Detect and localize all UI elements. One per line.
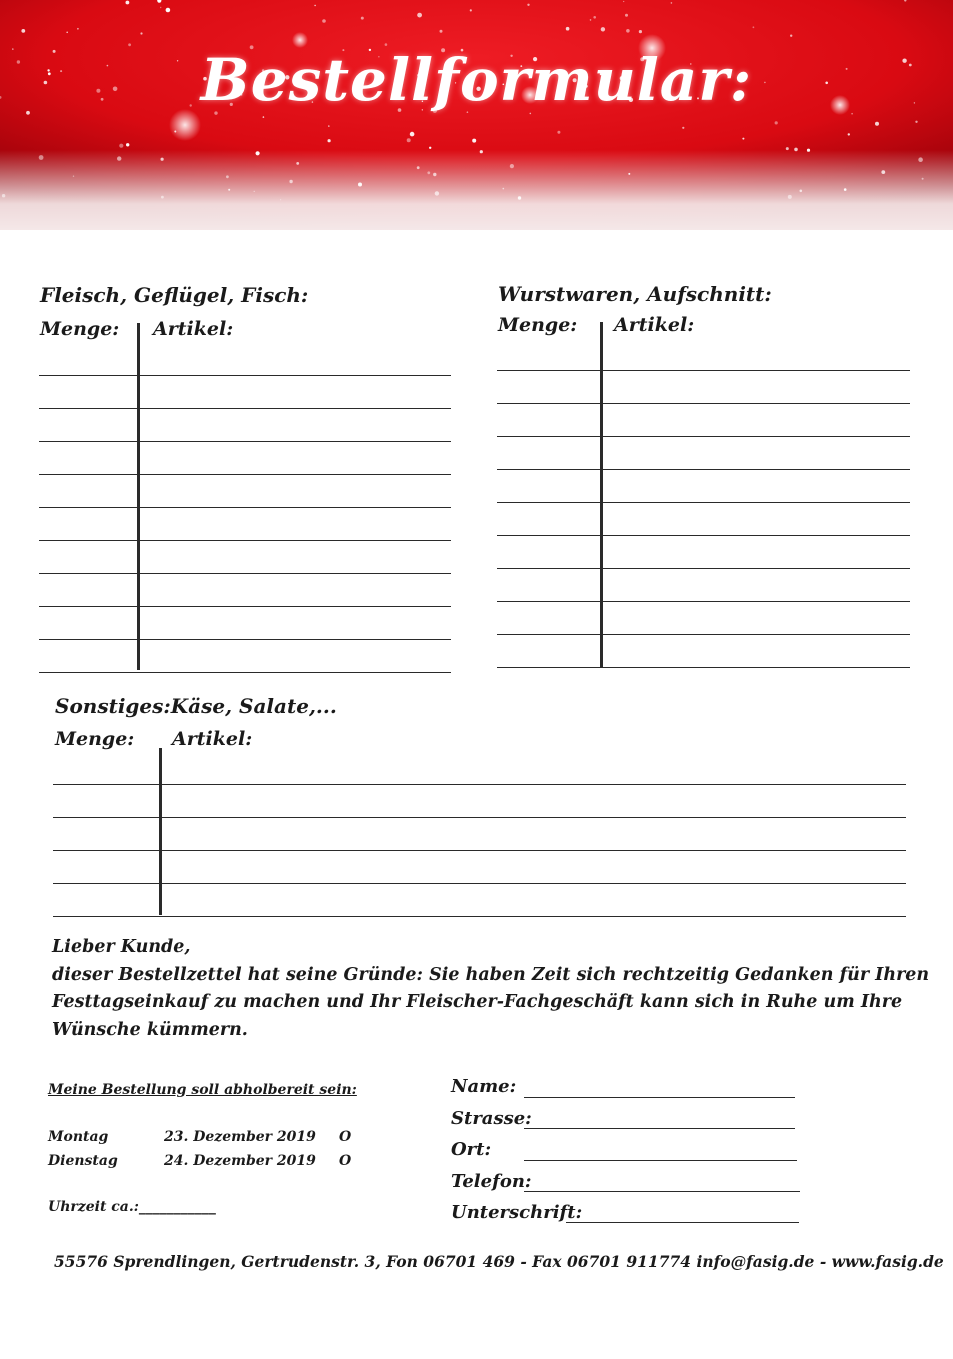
column-divider: [137, 323, 140, 670]
footer-email[interactable]: info@fasig.de: [696, 1252, 815, 1271]
column-divider: [159, 748, 162, 915]
order-line[interactable]: [39, 507, 451, 508]
letter-line: dieser Bestellzettel hat seine Gründe: Sie haben Zeit sich rechtzeitig Gedanken für Ihren: [52, 964, 930, 985]
pickup-date-tuesday: 24. Dezember 2019: [164, 1153, 316, 1169]
customer-letter: [52, 934, 930, 1044]
pickup-time-field[interactable]: Uhrzeit ca.:___________: [48, 1199, 216, 1215]
order-line[interactable]: [497, 535, 910, 536]
name-field[interactable]: [524, 1097, 795, 1098]
pickup-date-monday: 23. Dezember 2019: [164, 1129, 316, 1145]
order-line[interactable]: [497, 601, 910, 602]
footer-web[interactable]: - www.fasig.de: [819, 1252, 944, 1271]
menge-header-wurst: Menge:: [498, 314, 578, 336]
order-line[interactable]: [497, 568, 910, 569]
order-line[interactable]: [497, 634, 910, 635]
order-line[interactable]: [53, 883, 906, 884]
order-line[interactable]: [39, 672, 451, 673]
artikel-header-fleisch: Artikel:: [153, 318, 234, 340]
pickup-day-tuesday: Dienstag: [48, 1153, 118, 1169]
signature-field[interactable]: [566, 1222, 799, 1223]
street-field[interactable]: [524, 1128, 795, 1129]
signature-label: Unterschrift:: [451, 1202, 583, 1223]
order-line[interactable]: [39, 573, 451, 574]
order-line[interactable]: [39, 408, 451, 409]
order-line[interactable]: [39, 375, 451, 376]
order-line[interactable]: [53, 850, 906, 851]
pickup-checkbox-monday[interactable]: O: [339, 1129, 352, 1145]
letter-line: Festtagseinkauf zu machen und Ihr Fleischer-Fachgeschäft kann sich in Ruhe um Ihre: [52, 992, 903, 1012]
order-line[interactable]: [39, 606, 451, 607]
order-line[interactable]: [497, 370, 910, 371]
order-line[interactable]: [39, 474, 451, 475]
menge-header-sonstiges: Menge:: [55, 728, 135, 750]
city-label: Ort:: [451, 1139, 492, 1160]
order-line[interactable]: [497, 502, 910, 503]
letter-line: Wünsche kümmern.: [52, 1019, 248, 1040]
section-title-fleisch: Fleisch, Geflügel, Fisch:: [40, 283, 309, 307]
pickup-day-monday: Montag: [48, 1129, 109, 1145]
section-title-sonstiges: Sonstiges:Käse, Salate,...: [55, 694, 337, 718]
column-divider: [600, 322, 603, 667]
order-line[interactable]: [39, 639, 451, 640]
pickup-heading: Meine Bestellung soll abholbereit sein:: [48, 1082, 357, 1098]
order-line[interactable]: [53, 817, 906, 818]
order-line[interactable]: [53, 916, 906, 917]
letter-line: Lieber Kunde,: [52, 937, 191, 957]
street-label: Strasse:: [451, 1108, 532, 1129]
footer-contact: [54, 1252, 944, 1271]
pickup-checkbox-tuesday[interactable]: O: [339, 1153, 352, 1169]
menge-header-fleisch: Menge:: [40, 318, 120, 340]
name-label: Name:: [451, 1076, 517, 1097]
snow-banner-graphic: [0, 0, 953, 270]
section-title-wurst: Wurstwaren, Aufschnitt:: [498, 282, 772, 306]
artikel-header-sonstiges: Artikel:: [172, 728, 253, 750]
order-line[interactable]: [497, 469, 910, 470]
order-line[interactable]: [39, 540, 451, 541]
order-line[interactable]: [53, 784, 906, 785]
footer-address: 55576 Sprendlingen, Gertrudenstr. 3, Fon 06701 469 - Fax 06701 911774: [54, 1252, 692, 1271]
phone-field[interactable]: [524, 1191, 800, 1192]
city-field[interactable]: [524, 1160, 797, 1161]
header-banner: [0, 0, 953, 270]
page-title: Bestellformular:: [200, 46, 753, 114]
order-line[interactable]: [497, 667, 910, 668]
order-line[interactable]: [497, 436, 910, 437]
phone-label: Telefon:: [451, 1171, 532, 1192]
order-line[interactable]: [497, 403, 910, 404]
artikel-header-wurst: Artikel:: [614, 314, 695, 336]
order-line[interactable]: [39, 441, 451, 442]
